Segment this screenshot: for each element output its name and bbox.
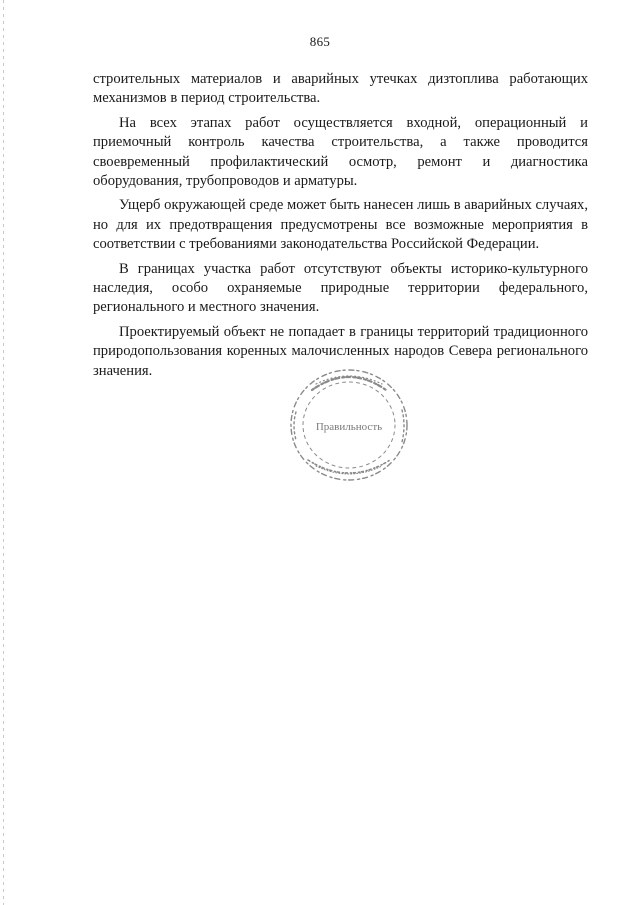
paragraph-continuation: строительных материалов и аварийных утечках дизтоплива работающих механизмов в период строительства. [93,71,588,107]
document-body [93,70,588,386]
seal-stamp [282,362,416,488]
paragraph-environmental-damage: Ущерб окружающей среде может быть нанесен лишь в аварийных случаях, но для их предотвращения предусмотрены все возможные мероприятия в соответствии с требованиями законодательства Российской Федерации. [93,197,588,253]
page-number: 865 [309,34,331,49]
scan-margin-line [3,0,4,905]
paragraph-cultural-heritage: В границах участка работ отсутствуют объекты историко-культурного наследия, особо охраняемые природные территории федерального, регионального и местного значения. [93,260,588,316]
stamp-center-text: Правильность [315,421,383,433]
paragraph-quality-control: На всех этапах работ осуществляется входной, операционный и приемочный контроль качества строительства, а также проводится своевременный профилактический осмотр, ремонт и диагностика оборудования, трубопроводов и арматуры. [93,114,588,190]
paragraph-indigenous-territories: Проектируемый объект не попадает в границы территорий традиционного природопользования коренных малочисленных народов Севера регионального значения. [93,323,588,379]
